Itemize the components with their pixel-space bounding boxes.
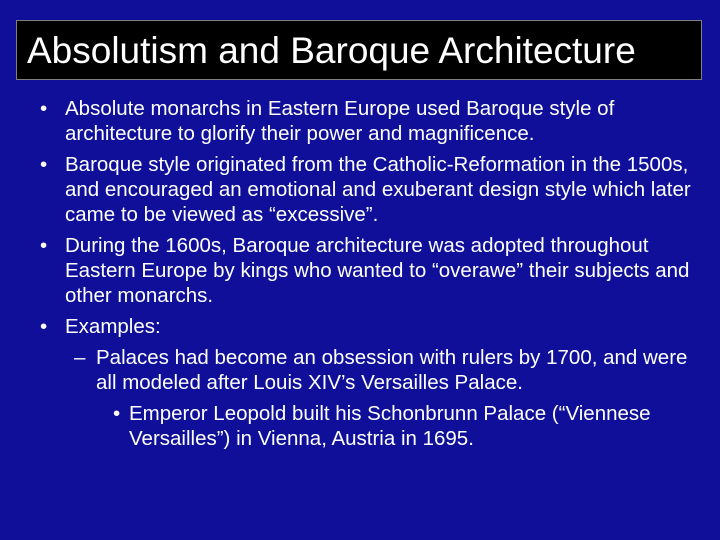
bullet-text: During the 1600s, Baroque architecture was adopted throughout Eastern Europe by kings who wanted to “overawe” their subjects and other monarchs. [65, 234, 690, 307]
bullet-text: Baroque style originated from the Catholic-Reformation in the 1500s, and encouraged an emotional and exuberant design style which later came to be viewed as “excessive”. [65, 153, 691, 226]
sub-sub-bullet-text: Emperor Leopold built his Schonbrunn Palace (“Viennese Versailles”) in Vienna, Austria in 1695. [129, 402, 651, 450]
bullet-marker: • [40, 97, 48, 120]
bullet-text: Examples: [65, 315, 161, 338]
bullet-marker: • [40, 234, 48, 257]
sub-bullet-item [0, 345, 720, 395]
sub-sub-bullet-marker: • [113, 402, 121, 425]
bullet-text: Absolute monarchs in Eastern Europe used Baroque style of architecture to glorify their power and magnificence. [65, 97, 615, 145]
slide-title: Absolutism and Baroque Architecture [27, 30, 636, 71]
bullet-item [0, 152, 720, 227]
bullet-marker: • [40, 153, 48, 176]
sub-bullet-marker: – [74, 346, 86, 369]
title-box [16, 20, 702, 80]
bullet-item [0, 233, 720, 308]
bullet-item [0, 96, 720, 146]
bullet-marker: • [40, 315, 48, 338]
sub-sub-bullet-item [0, 401, 720, 451]
sub-bullet-text: Palaces had become an obsession with rulers by 1700, and were all modeled after Louis XIV’s Versailles Palace. [96, 346, 688, 394]
slide-content [0, 96, 720, 451]
bullet-item [0, 314, 720, 339]
